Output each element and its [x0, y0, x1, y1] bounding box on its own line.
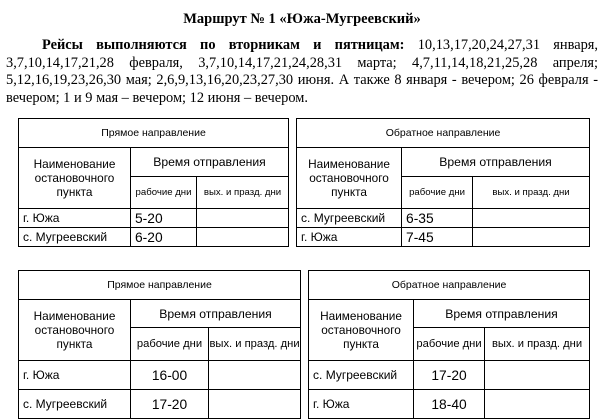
- forward-workday-time: 17-20: [131, 390, 209, 419]
- backward-weekends-header: вых. и празд. дни: [473, 177, 590, 209]
- forward-weekends-header: вых. и празд. дни: [209, 328, 301, 361]
- forward-workdays-header: рабочие дни: [131, 177, 197, 209]
- backward-direction-header: Обратное направление: [297, 119, 590, 148]
- backward-stop-name: г. Южа: [297, 228, 402, 247]
- backward-time-header: Время отправления: [414, 300, 590, 328]
- backward-stop-name: г. Южа: [309, 390, 414, 419]
- forward-workday-time: 6-20: [131, 228, 197, 247]
- backward-weekend-time: [473, 228, 590, 247]
- forward-time-header: Время отправления: [131, 148, 289, 177]
- forward-weekend-time: [209, 390, 301, 419]
- forward-stop-header: Наименование остановочного пункта: [19, 148, 131, 209]
- schedule-dates: 10,13,17,20,24,27,31 января, 3,7,10,14,17,21,28 февраля, 3,7,10,14,17,21,24,28,31 марта; 4,7,11,14,18,21,25,28 апреля; 5,12,16,19,23,26,30 мая; 2,6,9,13,16,20,23,27,30 июня. А также 8 января - вечером; 26 февраля - вечером; 1 и 9 мая – вечером; 12 июня – вечером.: [6, 37, 598, 106]
- backward-workday-time: 7-45: [402, 228, 473, 247]
- forward-workdays-header: рабочие дни: [131, 328, 209, 361]
- forward-workday-time: 5-20: [131, 209, 197, 228]
- backward-stop-name: с. Мугреевский: [297, 209, 402, 228]
- forward-stop-header: Наименование остановочного пункта: [19, 300, 131, 361]
- backward-weekend-time: [473, 209, 590, 228]
- backward-stop-header: Наименование остановочного пункта: [309, 300, 414, 361]
- backward-workday-time: 18-40: [414, 390, 485, 419]
- forward-weekend-time: [197, 228, 289, 247]
- backward-direction-header: Обратное направление: [309, 271, 590, 300]
- backward-weekend-time: [485, 361, 590, 390]
- forward-stop-name: с. Мугреевский: [19, 228, 131, 247]
- forward-weekend-time: [209, 361, 301, 390]
- schedule-paragraph: [6, 37, 598, 107]
- backward-time-header: Время отправления: [402, 148, 590, 177]
- backward-weekends-header: вых. и празд. дни: [485, 328, 590, 361]
- forward-weekend-time: [197, 209, 289, 228]
- forward-stop-name: г. Южа: [19, 361, 131, 390]
- forward-direction-header: Прямое направление: [19, 119, 289, 148]
- timetable-2: [18, 270, 590, 419]
- forward-workday-time: 16-00: [131, 361, 209, 390]
- forward-stop-name: г. Южа: [19, 209, 131, 228]
- page-title: Маршрут № 1 «Южа-Мугреевский»: [183, 11, 421, 27]
- table-row: [19, 209, 590, 228]
- timetable-1: [18, 118, 590, 247]
- table-gap: [301, 271, 309, 419]
- forward-direction-header: Прямое направление: [19, 271, 301, 300]
- backward-workdays-header: рабочие дни: [414, 328, 485, 361]
- forward-time-header: Время отправления: [131, 300, 301, 328]
- backward-weekend-time: [485, 390, 590, 419]
- table-gap: [289, 119, 297, 247]
- forward-stop-name: с. Мугреевский: [19, 390, 131, 419]
- backward-stop-name: с. Мугреевский: [309, 361, 414, 390]
- schedule-lead: Рейсы выполняются по вторникам и пятницам:: [42, 37, 405, 53]
- table-row: [19, 228, 590, 247]
- backward-workday-time: 6-35: [402, 209, 473, 228]
- backward-workday-time: 17-20: [414, 361, 485, 390]
- backward-stop-header: Наименование остановочного пункта: [297, 148, 402, 209]
- backward-workdays-header: рабочие дни: [402, 177, 473, 209]
- forward-weekends-header: вых. и празд. дни: [197, 177, 289, 209]
